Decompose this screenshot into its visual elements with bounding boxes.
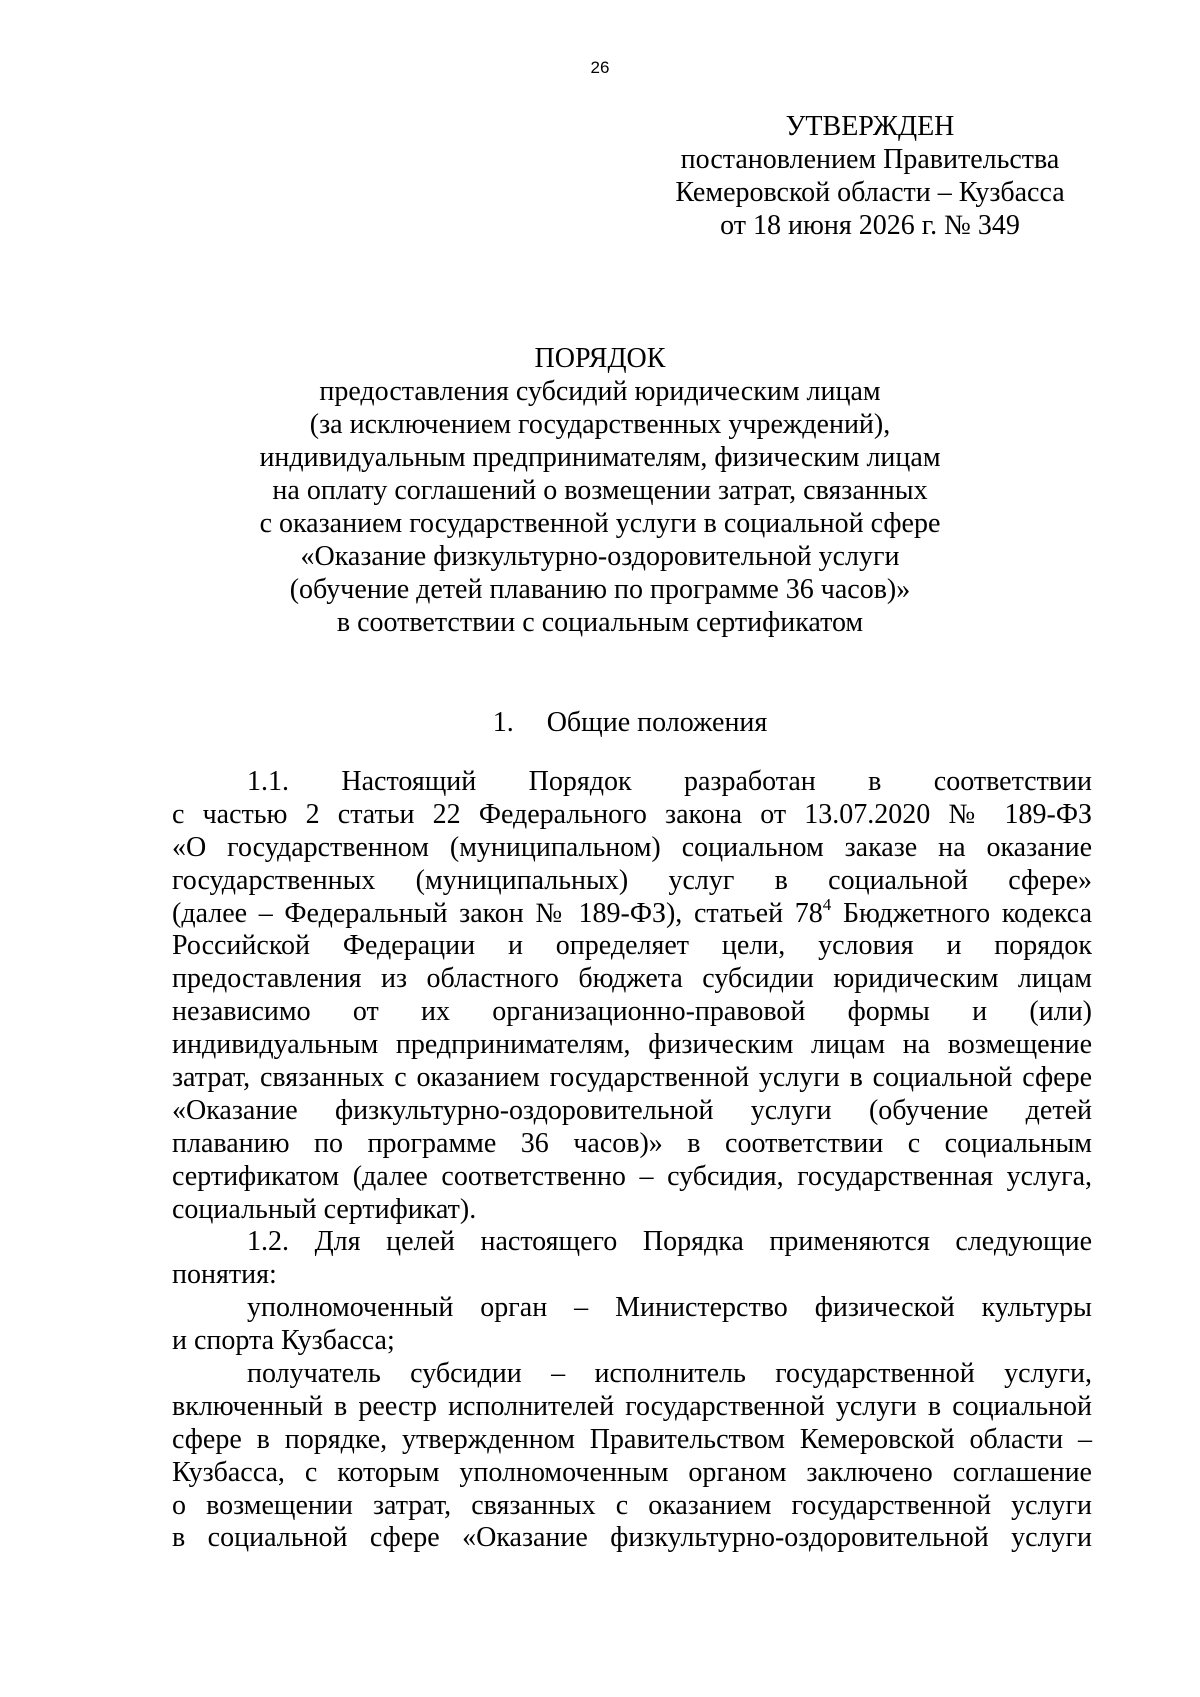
text-line: независимо от их организационно-правовой формы и (или): [172, 996, 1092, 1028]
text-line: [172, 894, 1093, 931]
approval-line: Кемеровской области – Кузбасса: [675, 177, 1065, 208]
text-line: уполномоченный орган – Министерство физической культуры: [247, 1292, 1092, 1324]
text-fragment: (далее – Федеральный закон № 189-ФЗ), статьей 78: [172, 897, 823, 929]
definition-subsidy-recipient: [172, 1358, 1092, 1555]
approval-line: УТВЕРЖДЕН: [785, 111, 955, 142]
approval-line: от 18 июня 2026 г. № 349: [720, 210, 1020, 241]
text-line: плаванию по программе 36 часов)» в соответствии с социальным: [172, 1127, 1092, 1159]
text-line: получатель субсидии – исполнитель государственной услуги,: [247, 1358, 1092, 1390]
paragraph-1-1: [172, 766, 1092, 1226]
text-line: о возмещении затрат, связанных с оказанием государственной услуги: [172, 1489, 1092, 1521]
title-subtitle-line: индивидуальным предпринимателям, физическим лицам: [259, 442, 941, 473]
title-subtitle-line: на оплату соглашений о возмещении затрат, связанных: [272, 475, 928, 506]
document-body: [172, 766, 1092, 1555]
text-line: с частью 2 статьи 22 Федерального закона от 13.07.2020 № 189-ФЗ: [172, 798, 1092, 830]
superscript: 4: [822, 894, 832, 914]
text-line: и спорта Кузбасса;: [172, 1325, 395, 1357]
title-subtitle-line: с оказанием государственной услуги в социальной сфере: [259, 508, 941, 539]
title-subtitle-line: (за исключением государственных учреждений),: [309, 409, 891, 440]
approval-line: постановлением Правительства: [680, 144, 1060, 175]
title-heading: ПОРЯДОК: [534, 343, 666, 374]
definition-authorized-body: [172, 1292, 1092, 1358]
text-line: понятия:: [172, 1259, 277, 1291]
text-line: предоставления из областного бюджета субсидии юридическим лицам: [172, 963, 1092, 995]
title-subtitle-line: в соответствии с социальным сертификатом: [336, 607, 864, 638]
text-line: затрат, связанных с оказанием государственной услуги в социальной сфере: [172, 1062, 1092, 1094]
text-line: 1.1. Настоящий Порядок разработан в соответствии: [247, 766, 1092, 797]
text-line: включенный в реестр исполнителей государственной услуги в социальной: [172, 1390, 1092, 1422]
title-subtitle-line: предоставления субсидий юридическим лицам: [319, 376, 881, 407]
text-line: 1.2. Для целей настоящего Порядка применяются следующие: [247, 1226, 1092, 1258]
text-line: сфере в порядке, утвержденном Правительством Кемеровской области –: [172, 1423, 1092, 1455]
text-line: Кузбасса, с которым уполномоченным органом заключено соглашение: [172, 1456, 1092, 1488]
section-title: Общие положения: [546, 707, 768, 738]
text-line: социальный сертификат).: [172, 1193, 477, 1225]
text-line: Российской Федерации и определяет цели, условия и порядок: [172, 930, 1092, 962]
text-line: «О государственном (муниципальном) социальном заказе на оказание: [172, 831, 1092, 863]
text-line: сертификатом (далее соответственно – субсидия, государственная услуга,: [172, 1160, 1092, 1192]
text-line: «Оказание физкультурно-оздоровительной услуги (обучение детей: [172, 1094, 1092, 1126]
title-subtitle-line: (обучение детей плаванию по программе 36 часов)»: [289, 574, 911, 605]
text-line: индивидуальным предпринимателям, физическим лицам на возмещение: [172, 1029, 1092, 1061]
paragraph-1-2: [172, 1226, 1092, 1292]
document-title: [150, 342, 1050, 639]
text-fragment: Бюджетного кодекса: [831, 897, 1093, 929]
section-number: 1.: [492, 707, 514, 738]
text-line: в социальной сфере «Оказание физкультурно-оздоровительной услуги: [172, 1522, 1092, 1554]
section-heading: [0, 706, 1200, 739]
page-number: 26: [590, 58, 610, 77]
title-subtitle-line: «Оказание физкультурно-оздоровительной услуги: [300, 541, 900, 572]
text-line: государственных (муниципальных) услуг в социальной сфере»: [172, 864, 1092, 896]
approval-stamp: [630, 110, 1110, 242]
